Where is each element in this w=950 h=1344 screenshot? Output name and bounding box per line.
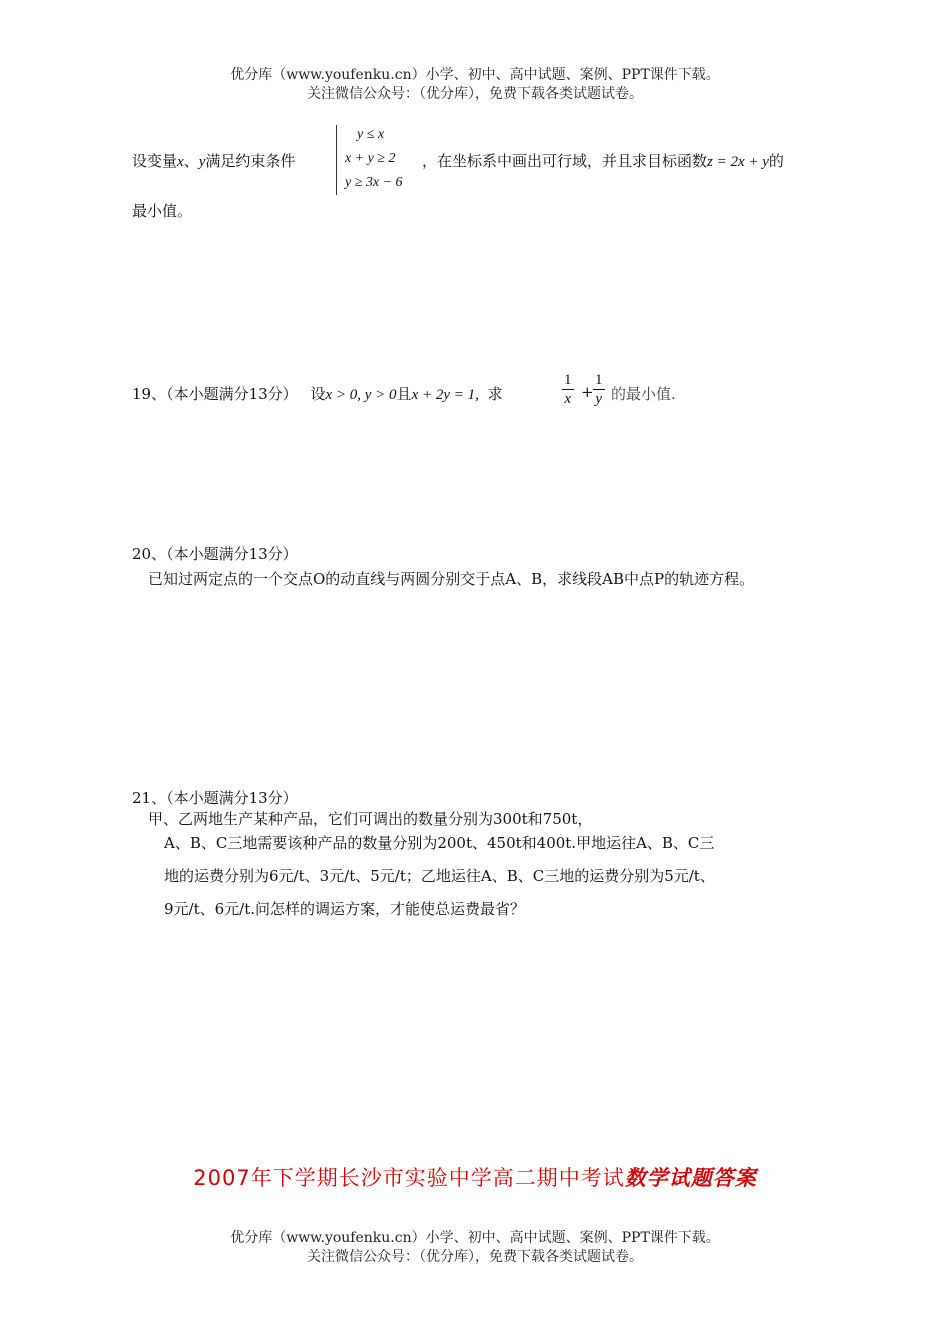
q19-number: 19、（本小题满分13分） xyxy=(132,385,298,403)
q19-eq: x + 2y = 1, xyxy=(411,387,479,403)
q19-and: 且 xyxy=(396,385,412,403)
q18-constraint-3: y ≥ 3x − 6 xyxy=(345,175,403,190)
q21-line-2: A、B、C三地需要该种产品的数量分别为200t、450t和400t.甲地运往A、B、C三 xyxy=(164,834,715,852)
q18-intro-line xyxy=(132,150,295,171)
q19-cond: x > 0, y > 0 xyxy=(325,387,397,403)
q21-line-3: 地的运费分别为6元/t、3元/t、5元/t；乙地运往A、B、C三地的运费分别为5元/t、 xyxy=(164,867,715,885)
q21-number: 21、（本小题满分13分） xyxy=(132,789,298,807)
q18-de: 的 xyxy=(768,152,784,170)
page-header xyxy=(0,66,950,104)
q18-objective: z = 2x + y xyxy=(707,154,769,170)
footer-line-1: 优分库（www.youfenku.cn）小学、初中、高中试题、案例、PPT课件下载。 xyxy=(230,1230,720,1246)
header-line-1: 优分库（www.youfenku.cn）小学、初中、高中试题、案例、PPT课件下载。 xyxy=(230,67,720,83)
q19-f1-num: 1 xyxy=(564,372,572,388)
q18-var-x: x xyxy=(177,154,184,170)
q19-set: 设 xyxy=(310,385,326,403)
q18-sep: 、 xyxy=(183,152,199,170)
q19-qiu: 求 xyxy=(487,385,503,403)
q19-f2-num: 1 xyxy=(595,372,603,388)
answer-title-main: 2007年下学期长沙市实验中学高二期中考试 xyxy=(193,1166,625,1190)
header-line-2: 关注微信公众号：（优分库），免费下载各类试题试卷。 xyxy=(307,86,643,102)
q21-line-1: 甲、乙两地生产某种产品，它们可调出的数量分别为300t和750t， xyxy=(148,810,593,828)
q18-cond-label: 满足约束条件 xyxy=(205,152,296,170)
footer-line-2: 关注微信公众号：（优分库），免费下载各类试题试卷。 xyxy=(307,1249,643,1265)
q19-plus: + xyxy=(581,383,594,401)
q18-line-2: 最小值。 xyxy=(132,202,193,220)
q19-tail: 的最小值. xyxy=(611,385,676,403)
q18-intro: 设变量 xyxy=(132,152,178,170)
q19-fraction-1 xyxy=(562,372,574,408)
q21-line-4: 9元/t、6元/t.问怎样的调运方案，才能使总运费最省？ xyxy=(164,900,526,918)
answer-title-subject: 数学试题答案 xyxy=(624,1165,757,1190)
q18-constraint-system xyxy=(336,125,403,195)
q20-text: 已知过两定点的一个交点O的动直线与两圆分别交于点A、B，求线段AB中点P的轨迹方程。 xyxy=(148,570,755,588)
q20-number: 20、（本小题满分13分） xyxy=(132,545,298,563)
q19-f1-den: x xyxy=(564,391,572,407)
answer-title xyxy=(0,1162,950,1192)
q19-fraction-2 xyxy=(593,372,605,408)
q18-constraint-2: x + y ≥ 2 xyxy=(345,151,396,166)
q18-var-y: y xyxy=(198,154,206,170)
q19-f2-den: y xyxy=(595,391,603,407)
page-footer xyxy=(0,1229,950,1267)
q19-line xyxy=(132,383,503,404)
q18-after-line xyxy=(422,150,784,171)
q18-constraint-1: y ≤ x xyxy=(357,127,385,142)
q18-after: ，在坐标系中画出可行域，并且求目标函数 xyxy=(422,152,708,170)
